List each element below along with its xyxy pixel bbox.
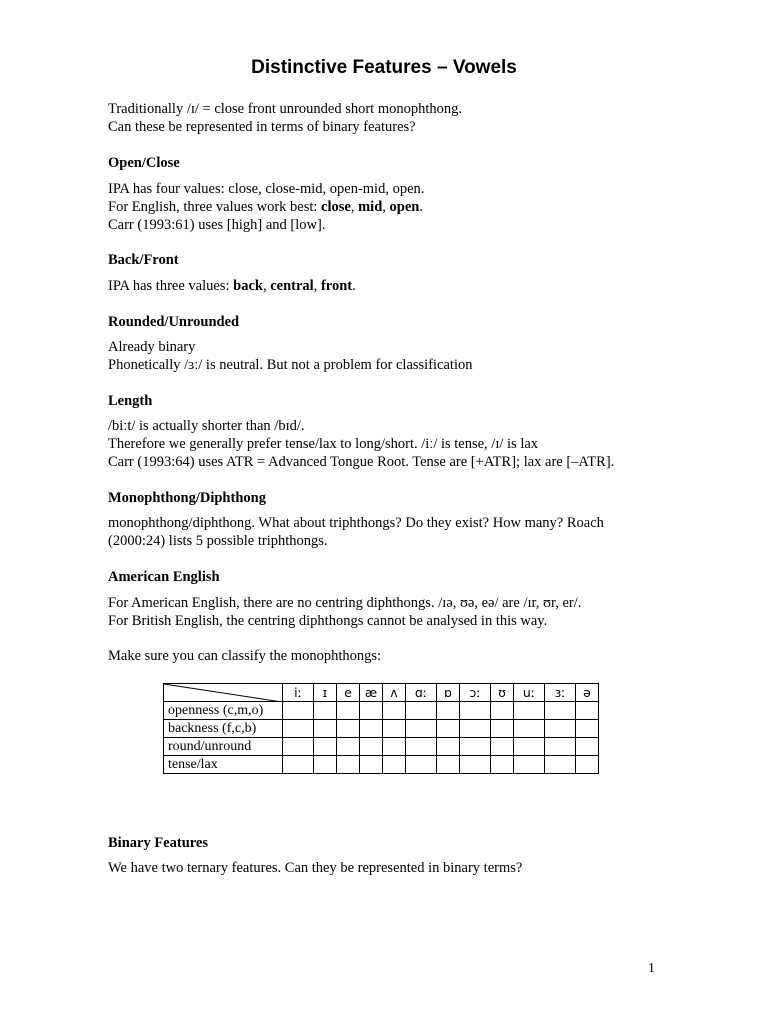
table-cell[interactable] (314, 720, 337, 738)
length-line-3: Carr (1993:64) uses ATR = Advanced Tongue Root. Tense are [+ATR]; lax are [–ATR]. (108, 454, 615, 470)
table-cell[interactable] (576, 702, 599, 720)
table-cell[interactable] (360, 756, 383, 774)
length-line-2: Therefore we generally prefer tense/lax to long/short. /iː/ is tense, /ɪ/ is lax (108, 436, 539, 452)
american-line-2: For British English, the centring diphthongs cannot be analysed in this way. (108, 613, 548, 629)
intro-line-2: Can these be represented in terms of binary features? (108, 119, 416, 135)
table-cell[interactable] (383, 756, 406, 774)
table-column-header: ɜː (545, 684, 576, 702)
intro-line-1: Traditionally /ɪ/ = close front unrounded short monophthong. (108, 101, 463, 117)
monophthong-table (163, 683, 599, 774)
table-cell[interactable] (406, 738, 437, 756)
text-run: , (382, 199, 390, 215)
table-cell[interactable] (491, 756, 514, 774)
open-close-paragraph (108, 180, 668, 234)
table-column-header: ə (576, 684, 599, 702)
table-cell[interactable] (383, 738, 406, 756)
table-cell[interactable] (460, 720, 491, 738)
table-cell[interactable] (514, 702, 545, 720)
length-paragraph (108, 417, 668, 471)
table-row (164, 756, 599, 774)
heading-length: Length (108, 393, 153, 409)
bold-central: central (270, 278, 314, 294)
table-cell[interactable] (337, 738, 360, 756)
table-cell[interactable] (545, 720, 576, 738)
open-close-line-3: Carr (1993:61) uses [high] and [low]. (108, 217, 326, 233)
table-column-header: ʌ (383, 684, 406, 702)
table-cell[interactable] (337, 720, 360, 738)
table-cell[interactable] (406, 720, 437, 738)
table-column-header: ɔː (460, 684, 491, 702)
bold-mid: mid (358, 199, 383, 215)
text-run: , (350, 199, 359, 215)
diagonal-line (164, 684, 282, 702)
table-cell[interactable] (514, 738, 545, 756)
table-cell[interactable] (383, 702, 406, 720)
text-run: For English, three values work best: (108, 199, 322, 215)
table-cell[interactable] (283, 702, 314, 720)
american-paragraph (108, 594, 668, 630)
heading-open-close: Open/Close (108, 155, 180, 171)
table-cell[interactable] (337, 756, 360, 774)
table-cell[interactable] (460, 738, 491, 756)
table-row-label: backness (f,c,b) (164, 720, 283, 738)
table-cell[interactable] (437, 738, 460, 756)
heading-american: American English (108, 569, 220, 585)
table-cell[interactable] (360, 738, 383, 756)
table-cell[interactable] (437, 720, 460, 738)
table-row-label: openness (c,m,o) (164, 702, 283, 720)
table-cell[interactable] (545, 738, 576, 756)
heading-back-front: Back/Front (108, 252, 179, 268)
table-cell[interactable] (491, 738, 514, 756)
length-line-1: /biːt/ is actually shorter than /bɪd/. (108, 418, 305, 434)
table-cell[interactable] (283, 756, 314, 774)
table-cell[interactable] (360, 702, 383, 720)
heading-binary: Binary Features (108, 835, 209, 851)
rounded-line-1: Already binary (108, 339, 196, 355)
table-cell[interactable] (360, 720, 383, 738)
table-cell[interactable] (545, 756, 576, 774)
table-cell[interactable] (576, 738, 599, 756)
table-cell[interactable] (406, 702, 437, 720)
table-cell[interactable] (460, 702, 491, 720)
table-corner-cell (164, 684, 283, 702)
binary-line-1: We have two ternary features. Can they be represented in binary terms? (108, 860, 523, 876)
rounded-paragraph (108, 338, 668, 374)
table-cell[interactable] (576, 720, 599, 738)
table-column-header: iː (283, 684, 314, 702)
bold-open: open (389, 199, 420, 215)
table-column-header: ɑː (406, 684, 437, 702)
table-cell[interactable] (314, 756, 337, 774)
table-row (164, 720, 599, 738)
table-cell[interactable] (491, 702, 514, 720)
back-front-line-1 (108, 277, 668, 295)
table-cell[interactable] (437, 702, 460, 720)
monophthong-line-1: monophthong/diphthong. What about triphthongs? Do they exist? How many? Roach (108, 515, 604, 531)
table-column-header: uː (514, 684, 545, 702)
page-number: 1 (648, 961, 655, 976)
monophthong-paragraph (108, 514, 668, 550)
table-column-header: e (337, 684, 360, 702)
table-column-header: æ (360, 684, 383, 702)
table-cell[interactable] (314, 702, 337, 720)
bold-back: back (233, 278, 263, 294)
text-run: . (419, 199, 423, 215)
text-run: , (262, 278, 271, 294)
table-cell[interactable] (576, 756, 599, 774)
bold-front: front (320, 278, 353, 294)
open-close-line-1: IPA has four values: close, close-mid, open-mid, open. (108, 181, 425, 197)
classify-paragraph (108, 647, 668, 665)
table-cell[interactable] (314, 738, 337, 756)
table-column-header: ɒ (437, 684, 460, 702)
monophthong-line-2: (2000:24) lists 5 possible triphthongs. (108, 533, 328, 549)
table-cell[interactable] (545, 702, 576, 720)
table-row-label: round/unround (164, 738, 283, 756)
table-cell[interactable] (406, 756, 437, 774)
back-front-paragraph (108, 277, 668, 295)
american-line-1: For American English, there are no centring diphthongs. /ɪə, ʊə, eə/ are /ɪr, ʊr, er/. (108, 595, 582, 611)
table-cell[interactable] (460, 756, 491, 774)
table-column-header: ʊ (491, 684, 514, 702)
bold-close: close (321, 199, 351, 215)
table-row (164, 738, 599, 756)
page-title: Distinctive Features – Vowels (251, 57, 517, 78)
table-cell[interactable] (283, 720, 314, 738)
table-cell[interactable] (514, 720, 545, 738)
table-header-row (164, 684, 599, 702)
binary-paragraph (108, 859, 668, 877)
intro-paragraph (108, 100, 668, 136)
table-cell[interactable] (514, 756, 545, 774)
classify-line: Make sure you can classify the monophthongs: (108, 648, 382, 664)
open-close-line-2 (108, 198, 668, 216)
text-run: . (352, 278, 356, 294)
table-row (164, 702, 599, 720)
table-row-label: tense/lax (164, 756, 283, 774)
table-cell[interactable] (437, 756, 460, 774)
text-run: , (313, 278, 321, 294)
table-cell[interactable] (283, 738, 314, 756)
table-cell[interactable] (337, 702, 360, 720)
table-cell[interactable] (491, 720, 514, 738)
heading-rounded: Rounded/Unrounded (108, 314, 240, 330)
rounded-line-2: Phonetically /ɜː/ is neutral. But not a problem for classification (108, 357, 473, 373)
heading-monophthong: Monophthong/Diphthong (108, 490, 266, 506)
table-column-header: ɪ (314, 684, 337, 702)
table-cell[interactable] (383, 720, 406, 738)
text-run: IPA has three values: (108, 278, 234, 294)
